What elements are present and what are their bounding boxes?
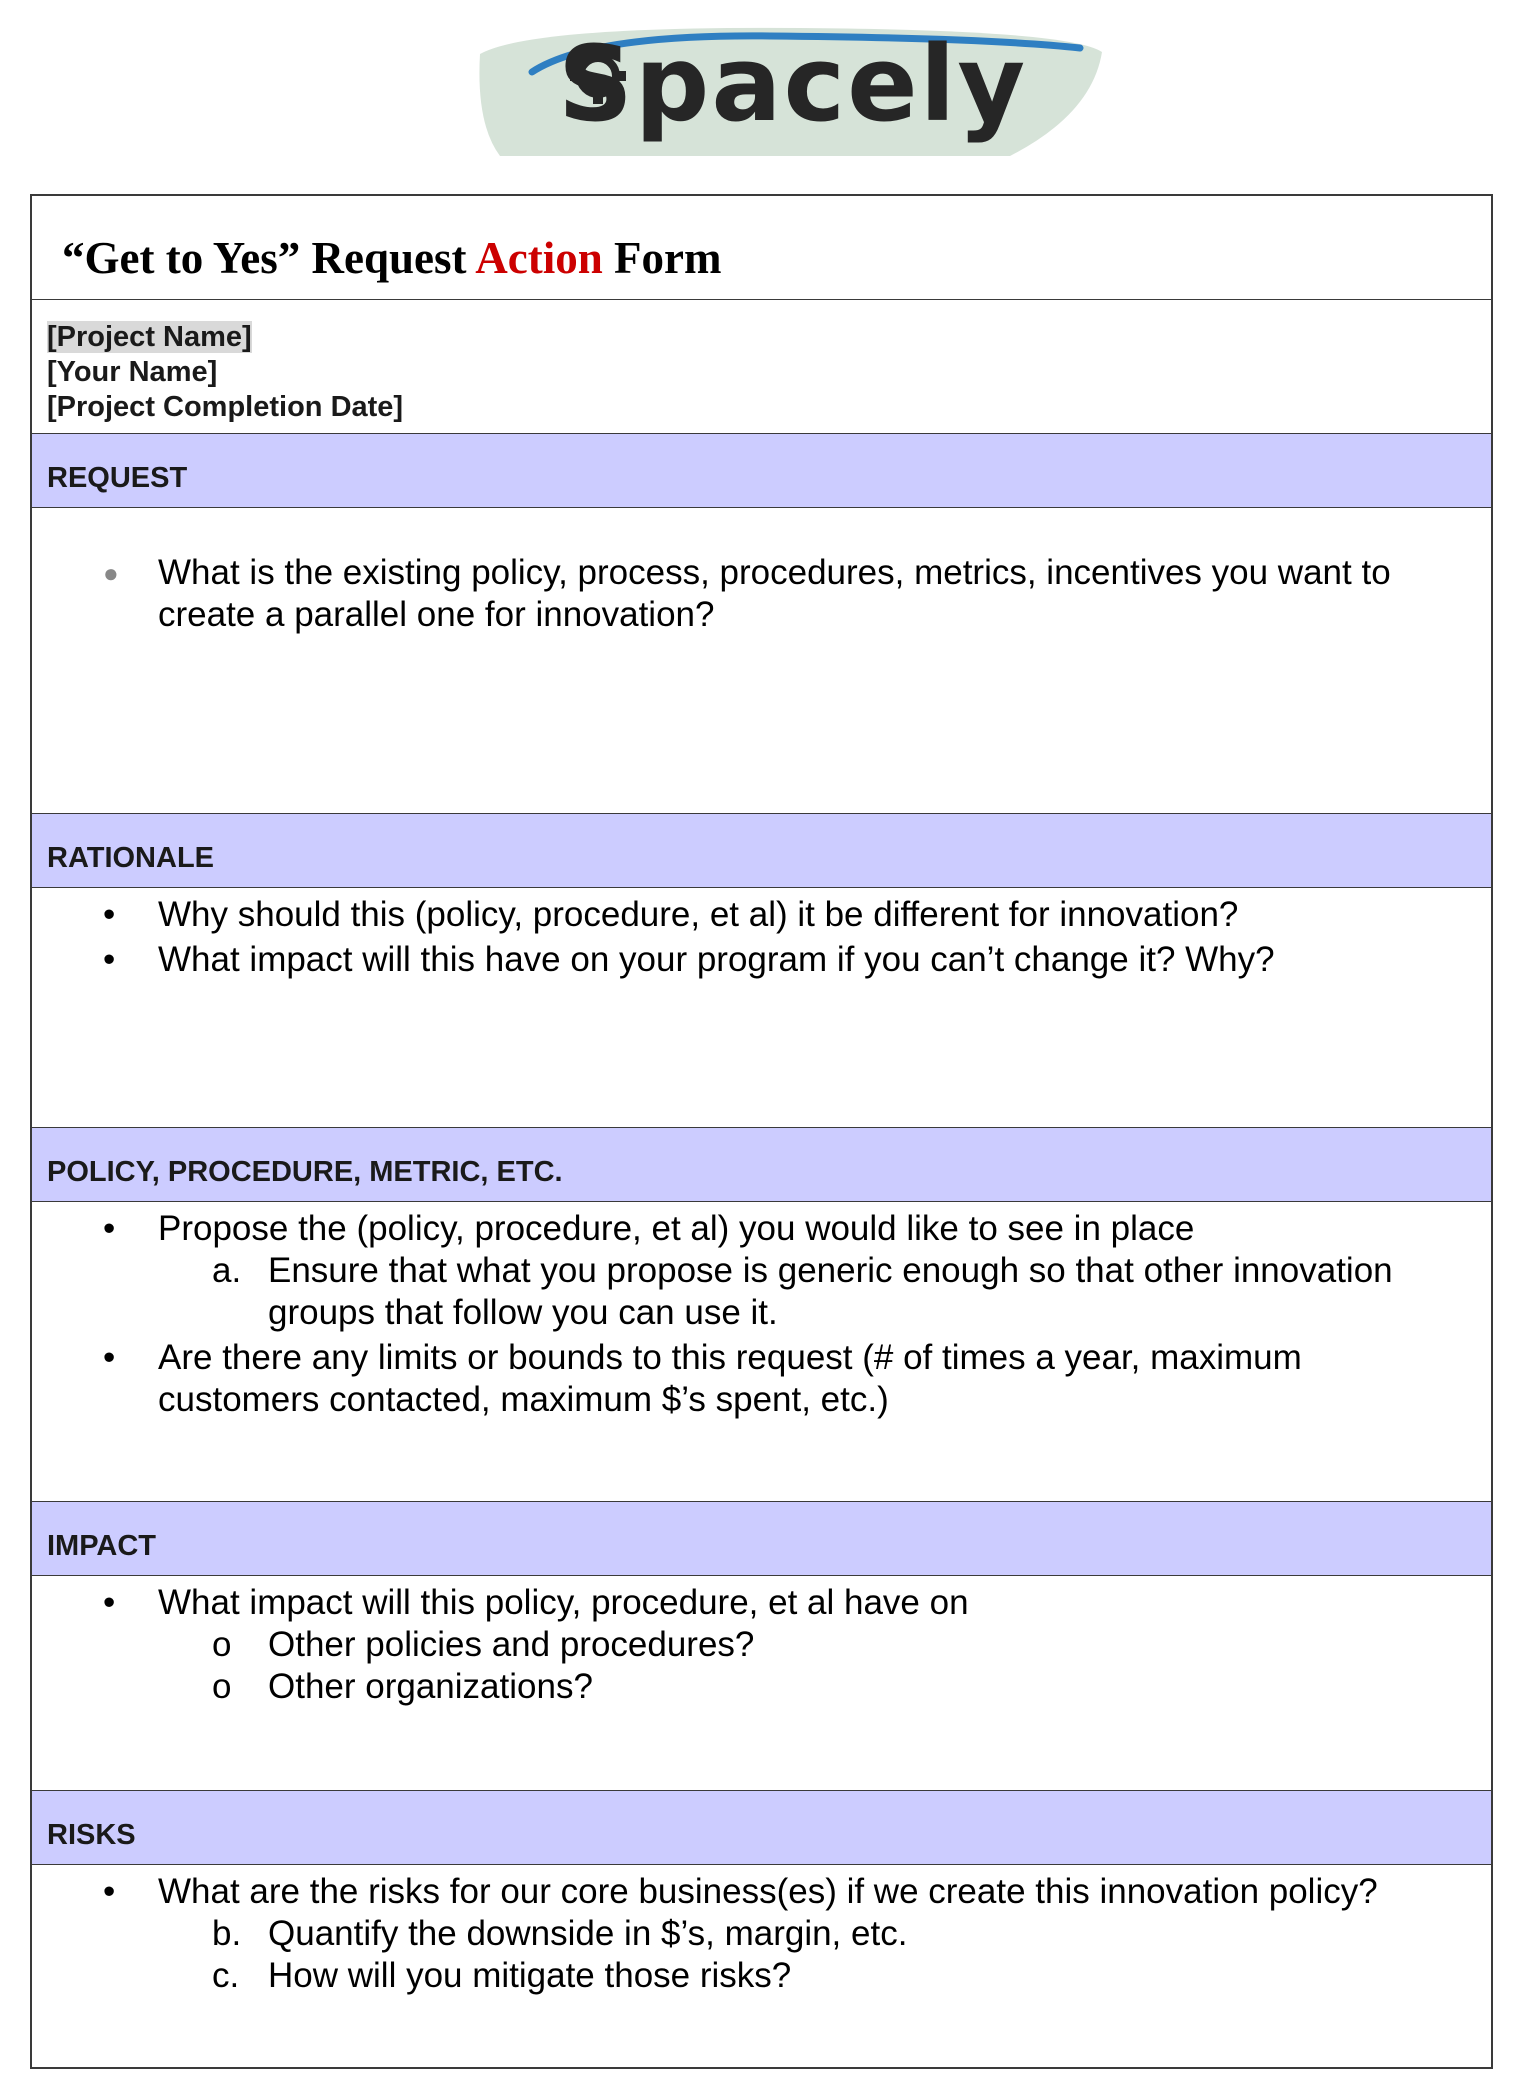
bullet-icon: •: [103, 895, 116, 934]
list-item: • What are the risks for our core business(es) if we create this innovation policy?: [103, 1872, 1378, 1911]
list-item: • What impact will this policy, procedure, et al have on: [103, 1583, 969, 1622]
your-name-field[interactable]: [Your Name]: [47, 356, 218, 388]
sub-list-item: c. How will you mitigate those risks?: [212, 1956, 792, 1995]
list-item: • Why should this (policy, procedure, et al) it be different for innovation?: [103, 895, 1239, 934]
request-action-form: [30, 194, 1493, 2069]
circle-bullet-icon: o: [212, 1625, 232, 1664]
bullet-icon: ●: [103, 558, 119, 588]
risks-section-body[interactable]: [32, 1865, 1491, 2067]
bullet-icon: •: [103, 940, 116, 979]
section-heading: REQUEST: [47, 462, 188, 494]
sub-list-item: b. Quantify the downside in $’s, margin, etc.: [212, 1914, 908, 1953]
logo-wordmark: Spacely: [558, 23, 1028, 145]
section-heading: RATIONALE: [47, 842, 215, 874]
spacely-logo: [470, 14, 1110, 156]
section-heading: RISKS: [47, 1819, 136, 1851]
form-title-row: [32, 196, 1491, 300]
sub-list-item: o Other organizations?: [212, 1667, 593, 1706]
request-section-body[interactable]: [32, 508, 1491, 814]
risks-section-header: [32, 1791, 1491, 1865]
sub-list-marker: c.: [212, 1956, 240, 1995]
project-info-row: [32, 300, 1491, 434]
policy-section-header: [32, 1128, 1491, 1202]
policy-section-body[interactable]: [32, 1202, 1491, 1502]
list-item: • Are there any limits or bounds to this request (# of times a year, maximum customers contacted, maximum $’s spent, etc.): [103, 1338, 1302, 1419]
form-title-prefix: “Get to Yes” Request: [62, 233, 476, 283]
bullet-icon: •: [103, 1872, 116, 1911]
section-heading: POLICY, PROCEDURE, METRIC, ETC.: [47, 1156, 563, 1188]
circle-bullet-icon: o: [212, 1667, 232, 1706]
project-name-field[interactable]: [Project Name]: [47, 321, 252, 353]
sub-list-item: o Other policies and procedures?: [212, 1625, 755, 1664]
form-title-accent: Action: [475, 233, 603, 283]
list-item: ● What is the existing policy, process, procedures, metrics, incentives you want to create a parallel one for innovation?: [103, 553, 1391, 634]
impact-section-header: [32, 1502, 1491, 1576]
request-section-header: [32, 434, 1491, 508]
sub-list-marker: b.: [212, 1914, 242, 1953]
form-title: [62, 233, 722, 283]
sub-list-marker: a.: [212, 1251, 242, 1290]
impact-section-body[interactable]: [32, 1576, 1491, 1791]
section-heading: IMPACT: [47, 1530, 157, 1562]
list-item: • What impact will this have on your program if you can’t change it? Why?: [103, 940, 1275, 979]
bullet-icon: •: [103, 1209, 116, 1248]
bullet-icon: •: [103, 1338, 116, 1377]
form-title-suffix: Form: [602, 233, 722, 283]
rationale-section-header: [32, 814, 1491, 888]
project-completion-date-field[interactable]: [Project Completion Date]: [47, 391, 404, 423]
list-item: • Propose the (policy, procedure, et al) you would like to see in place: [103, 1209, 1195, 1248]
rationale-section-body[interactable]: [32, 888, 1491, 1128]
sub-list-item: a. Ensure that what you propose is generic enough so that other innovation groups that follow you can use it.: [212, 1251, 1393, 1332]
bullet-icon: •: [103, 1583, 116, 1622]
